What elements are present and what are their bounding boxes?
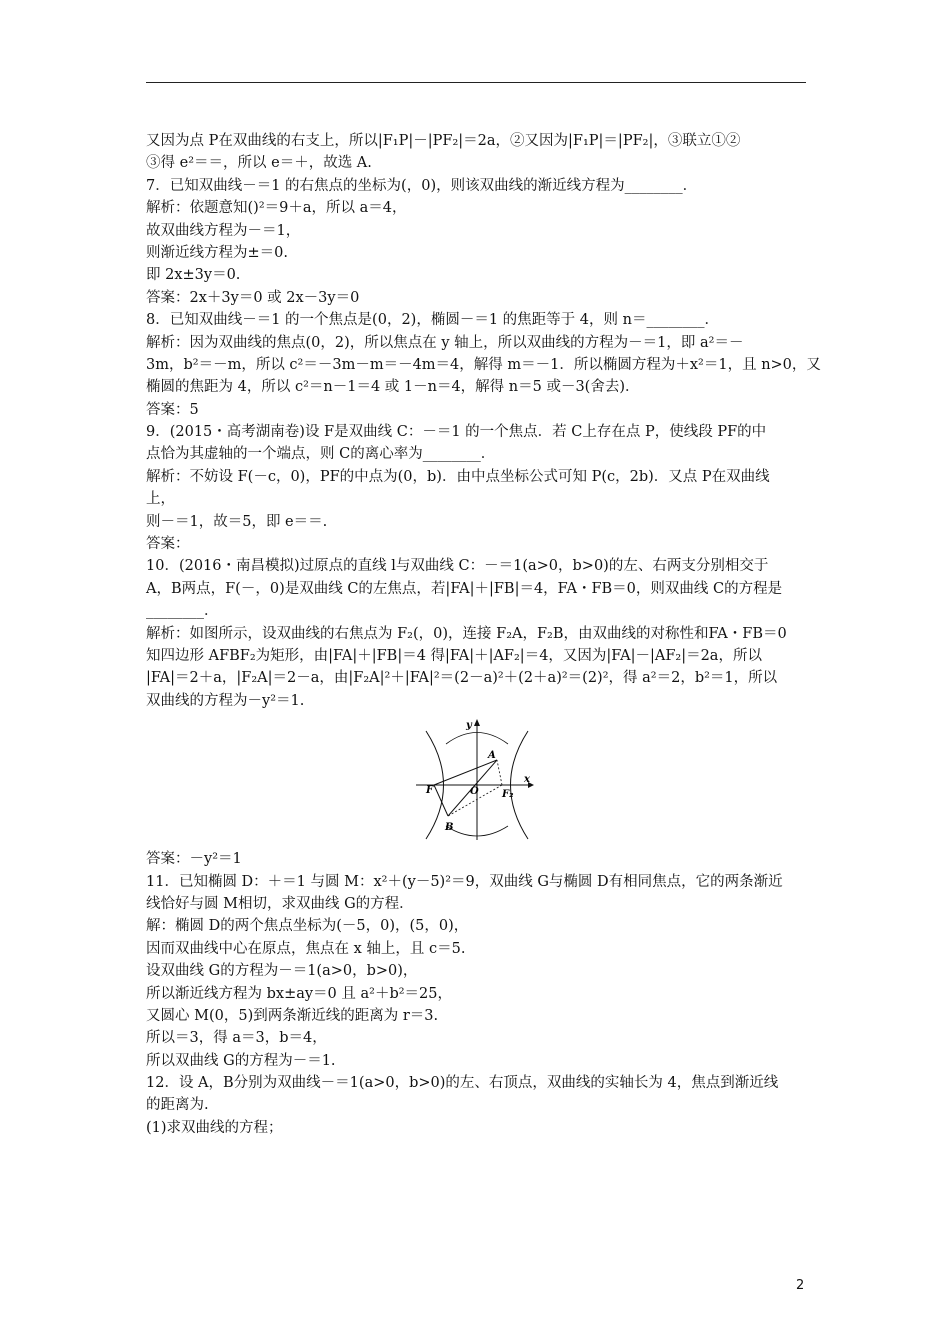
y-axis-arrow <box>474 719 480 726</box>
text-block-after-figure <box>146 848 810 1139</box>
text-block-before-figure <box>146 130 821 712</box>
text-line: (1)求双曲线的方程； <box>146 1119 283 1136</box>
hyperbola-diagram <box>416 716 540 842</box>
segment-FB <box>434 785 448 816</box>
text-line: 又因为点 P在双曲线的右支上，所以|F₁P|－|PF₂|＝2a，②又因为|F₁P|＝|PF₂|，③联立①② <box>146 133 741 149</box>
text-line: 7．已知双曲线－＝1 的右焦点的坐标为(，0)，则该双曲线的渐近线方程为________． <box>146 177 698 194</box>
header-rule <box>146 82 806 83</box>
page-content <box>146 130 821 1139</box>
text-line: 即 2x±3y＝0. <box>146 267 241 284</box>
hyperbola-figure <box>146 716 810 842</box>
text-line: 所以渐近线方程为 bx±ay＝0 且 a²＋b²＝25， <box>146 985 452 1002</box>
text-line: 10．(2016・南昌模拟)过原点的直线 l与双曲线 C：－＝1(a>0，b>0)的左、右两支分别相交于 <box>146 558 769 575</box>
text-line: 知四边形 AFBF₂为矩形，由|FA|＋|FB|＝4 得|FA|＋|AF₂|＝4，又因为|FA|－|AF₂|＝2a，所以 <box>146 647 762 664</box>
text-line: 则－＝1，故＝5，即 e＝＝. <box>146 513 328 530</box>
text-line: |FA|＝2＋a，|F₂A|＝2－a，由|F₂A|²＋|FA|²＝(2－a)²＋(2＋a)²＝(2)²，得 a²＝2，b²＝1，所以 <box>146 670 778 687</box>
label-A: A <box>488 750 496 762</box>
text-line: 解析：因为双曲线的焦点(0，2)，所以焦点在 y 轴上，所以双曲线的方程为－＝1，即 a²＝－ <box>146 334 744 351</box>
text-line: 8．已知双曲线－＝1 的一个焦点是(0，2)，椭圆－＝1 的焦距等于 4，则 n＝________． <box>146 312 719 329</box>
label-O: O <box>470 786 479 798</box>
text-line: 答案： <box>146 536 190 553</box>
text-line: 的距离为. <box>146 1097 209 1114</box>
text-line: 解：椭圆 D的两个焦点坐标为(－5，0)，(5，0)， <box>146 918 469 935</box>
label-F2: F₂ <box>502 789 514 801</box>
segment-F2A <box>497 760 502 785</box>
text-line: 点恰为其虚轴的一个端点，则 C的离心率为________． <box>146 446 496 463</box>
text-line: 线恰好与圆 M相切，求双曲线 G的方程． <box>146 895 414 912</box>
text-line: 解析：如图所示，设双曲线的右焦点为 F₂(，0)，连接 F₂A，F₂B，由双曲线的对称性和FA・FB＝0 <box>146 625 787 642</box>
text-line: ________． <box>146 603 219 620</box>
text-line: 答案：2x＋3y＝0 或 2x－3y＝0 <box>146 289 360 306</box>
text-line: 11．已知椭圆 D：＋＝1 与圆 M：x²＋(y－5)²＝9，双曲线 G与椭圆 D有相同焦点，它的两条渐近 <box>146 873 783 890</box>
text-line: 又圆心 M(0，5)到两条渐近线的距离为 r＝3. <box>146 1007 439 1024</box>
text-line: 9．(2015・高考湖南卷)设 F是双曲线 C：－＝1 的一个焦点．若 C上存在点 P，使线段 PF的中 <box>146 424 767 441</box>
text-line: ③得 e²＝＝，所以 e＝＋，故选 A. <box>146 155 372 172</box>
text-line: 3m，b²＝－m，所以 c²＝－3m－m＝－4m＝4，解得 m＝－1．所以椭圆方程为＋x²＝1，且 n>0，又 <box>146 356 821 373</box>
text-line: 因而双曲线中心在原点，焦点在 x 轴上，且 c＝5. <box>146 940 466 957</box>
text-line: 答案：5 <box>146 401 199 418</box>
text-line: 答案：－y²＝1 <box>146 851 242 868</box>
text-line: 椭圆的焦距为 4，所以 c²＝n－1＝4 或 1－n＝4，解得 n＝5 或－3(舍去)． <box>146 379 640 396</box>
text-line: 上， <box>146 491 175 508</box>
page-number: 2 <box>796 1278 805 1293</box>
label-x: x <box>524 774 530 786</box>
text-line: A，B两点，F(－，0)是双曲线 C的左焦点，若|FA|＋|FB|＝4，FA・FB＝0，则双曲线 C的方程是 <box>146 580 783 597</box>
label-F: F <box>426 785 434 797</box>
text-line: 所以＝3，得 a＝3，b＝4， <box>146 1030 327 1047</box>
label-B: B <box>445 822 454 834</box>
text-line: 故双曲线方程为－＝1， <box>146 222 301 239</box>
text-line: 12．设 A，B分别为双曲线－＝1(a>0，b>0)的左、右顶点，双曲线的实轴长为 4，焦点到渐近线 <box>146 1075 779 1092</box>
text-line: 所以双曲线 G的方程为－＝1. <box>146 1052 336 1069</box>
text-line: 双曲线的方程为－y²＝1. <box>146 692 305 709</box>
label-y: y <box>466 720 472 732</box>
text-line: 解析：不妨设 F(－c，0)，PF的中点为(0，b)．由中点坐标公式可知 P(c，2b)．又点 P在双曲线 <box>146 468 770 485</box>
text-line: 解析：依题意知()²＝9＋a，所以 a＝4， <box>146 200 407 217</box>
text-line: 设双曲线 G的方程为－＝1(a>0，b>0)， <box>146 963 418 980</box>
segment-FA <box>434 760 497 785</box>
text-line: 则渐近线方程为±＝0. <box>146 244 288 261</box>
